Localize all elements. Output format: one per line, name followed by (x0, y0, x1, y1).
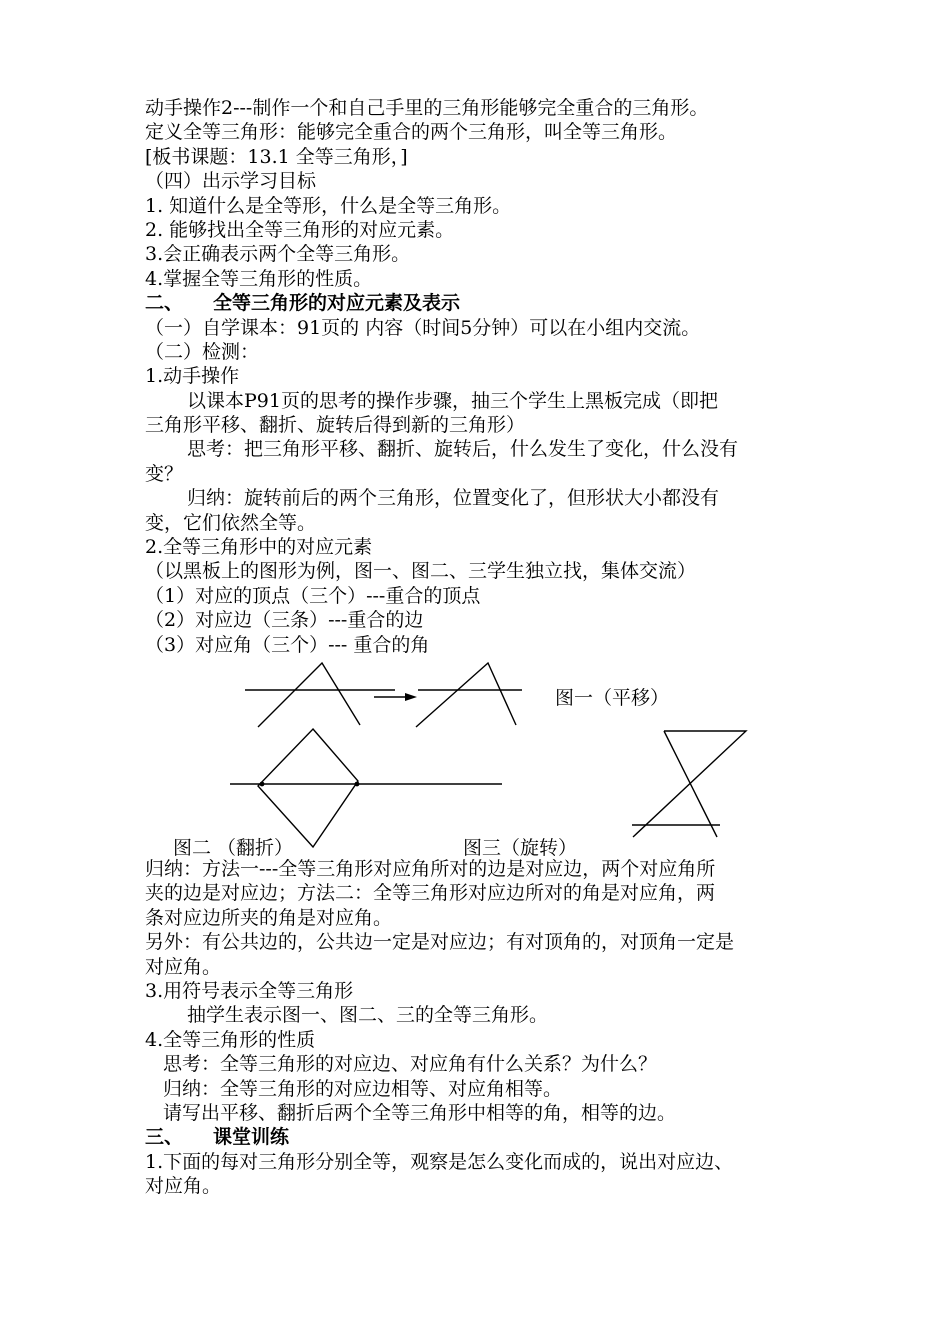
text-line: （2）对应边（三条）---重合的边 (145, 609, 424, 632)
triangle-translated (416, 663, 516, 727)
text-line: （二）检测： (145, 340, 260, 363)
point-marker (355, 782, 360, 787)
text-line: 归纳：方法一---全等三角形对应角所对的边是对应边，两个对应角所 (145, 857, 716, 880)
section-number: 三、 (145, 1126, 184, 1149)
text-line: 条对应边所夹的角是对应角。 (145, 906, 393, 929)
text-line: 思考：全等三角形的对应边、对应角有什么关系？为什么？ (163, 1053, 658, 1076)
figure-reflection (230, 729, 502, 847)
text-line: [板书课题：13.1 全等三角形，] (145, 145, 408, 168)
text-line: 1.下面的每对三角形分别全等，观察是怎么变化而成的，说出对应边、 (145, 1150, 734, 1173)
text-line: 对应角。 (145, 1175, 222, 1198)
text-line: 归纳：全等三角形的对应边相等、对应角相等。 (163, 1077, 563, 1100)
paragraph-line: 以课本P91页的思考的操作步骤，抽三个学生上黑板完成（即把 (187, 389, 718, 412)
text-line: 1. 知道什么是全等形，什么是全等三角形。 (145, 194, 512, 217)
text-line: 对应角。 (145, 955, 222, 978)
text-line: 4.掌握全等三角形的性质。 (145, 267, 373, 290)
figure-translation (245, 663, 522, 727)
text-line: （一）自学课本：91页的 内容（时间5分钟）可以在小组内交流。 (145, 316, 701, 339)
text-line: 定义全等三角形：能够完全重合的两个三角形，叫全等三角形。 (145, 121, 678, 144)
figures-area (145, 657, 815, 857)
text-line: 1.动手操作 (145, 365, 240, 388)
section-title: 课堂训练 (213, 1126, 290, 1149)
text-line: （3）对应角（三个）--- 重合的角 (145, 633, 430, 656)
paragraph-line: 归纳：旋转前后的两个三角形，位置变化了，但形状大小都没有 (187, 487, 720, 510)
paragraph-line: 抽学生表示图一、图二、三的全等三角形。 (187, 1004, 549, 1027)
triangle-original (258, 663, 360, 727)
paragraph-line: 思考：把三角形平移、翻折、旋转后，什么发生了变化，什么没有 (187, 438, 739, 461)
text-line: 夹的边是对应边；方法二：全等三角形对应边所对的角是对应角，两 (145, 882, 716, 905)
section-number: 二、 (145, 292, 184, 315)
document-page (145, 96, 815, 1198)
text-line: 3.会正确表示两个全等三角形。 (145, 243, 411, 266)
text-line: （四）出示学习目标 (145, 170, 317, 193)
triangle-side (664, 731, 717, 837)
geometry-figures (0, 657, 950, 857)
section-heading-2 (145, 291, 815, 315)
text-line: 2. 能够找出全等三角形的对应元素。 (145, 218, 455, 241)
arrow-head-icon (405, 693, 417, 701)
section-title: 全等三角形的对应元素及表示 (213, 292, 461, 315)
text-line: 另外：有公共边的，公共边一定是对应边；有对顶角的，对顶角一定是 (145, 931, 735, 954)
folded-triangles (258, 729, 358, 847)
text-line: （1）对应的顶点（三个）---重合的顶点 (145, 584, 481, 607)
text-line: 请写出平移、翻折后两个全等三角形中相等的角，相等的边。 (163, 1101, 677, 1124)
figure2-caption: 图二 （翻折） (173, 836, 294, 859)
text-line: 4.全等三角形的性质 (145, 1028, 316, 1051)
text-line: 3.用符号表示全等三角形 (145, 979, 354, 1002)
paragraph-line: 变，它们依然全等。 (145, 511, 317, 534)
text-line: 2.全等三角形中的对应元素 (145, 536, 373, 559)
section-heading-3 (145, 1125, 815, 1149)
text-line: （以黑板上的图形为例，图一、图二、三学生独立找，集体交流） (145, 560, 697, 583)
figure1-caption: 图一（平移） (555, 686, 670, 709)
figure-rotation (632, 731, 746, 837)
point-marker (260, 782, 265, 787)
figure3-caption: 图三（旋转） (463, 836, 578, 859)
paragraph-line: 三角形平移、翻折、旋转后得到新的三角形） (145, 414, 526, 437)
text-line: 动手操作2---制作一个和自己手里的三角形能够完全重合的三角形。 (145, 97, 709, 119)
paragraph-line: 变？ (145, 462, 184, 485)
triangle-upper (633, 731, 746, 837)
